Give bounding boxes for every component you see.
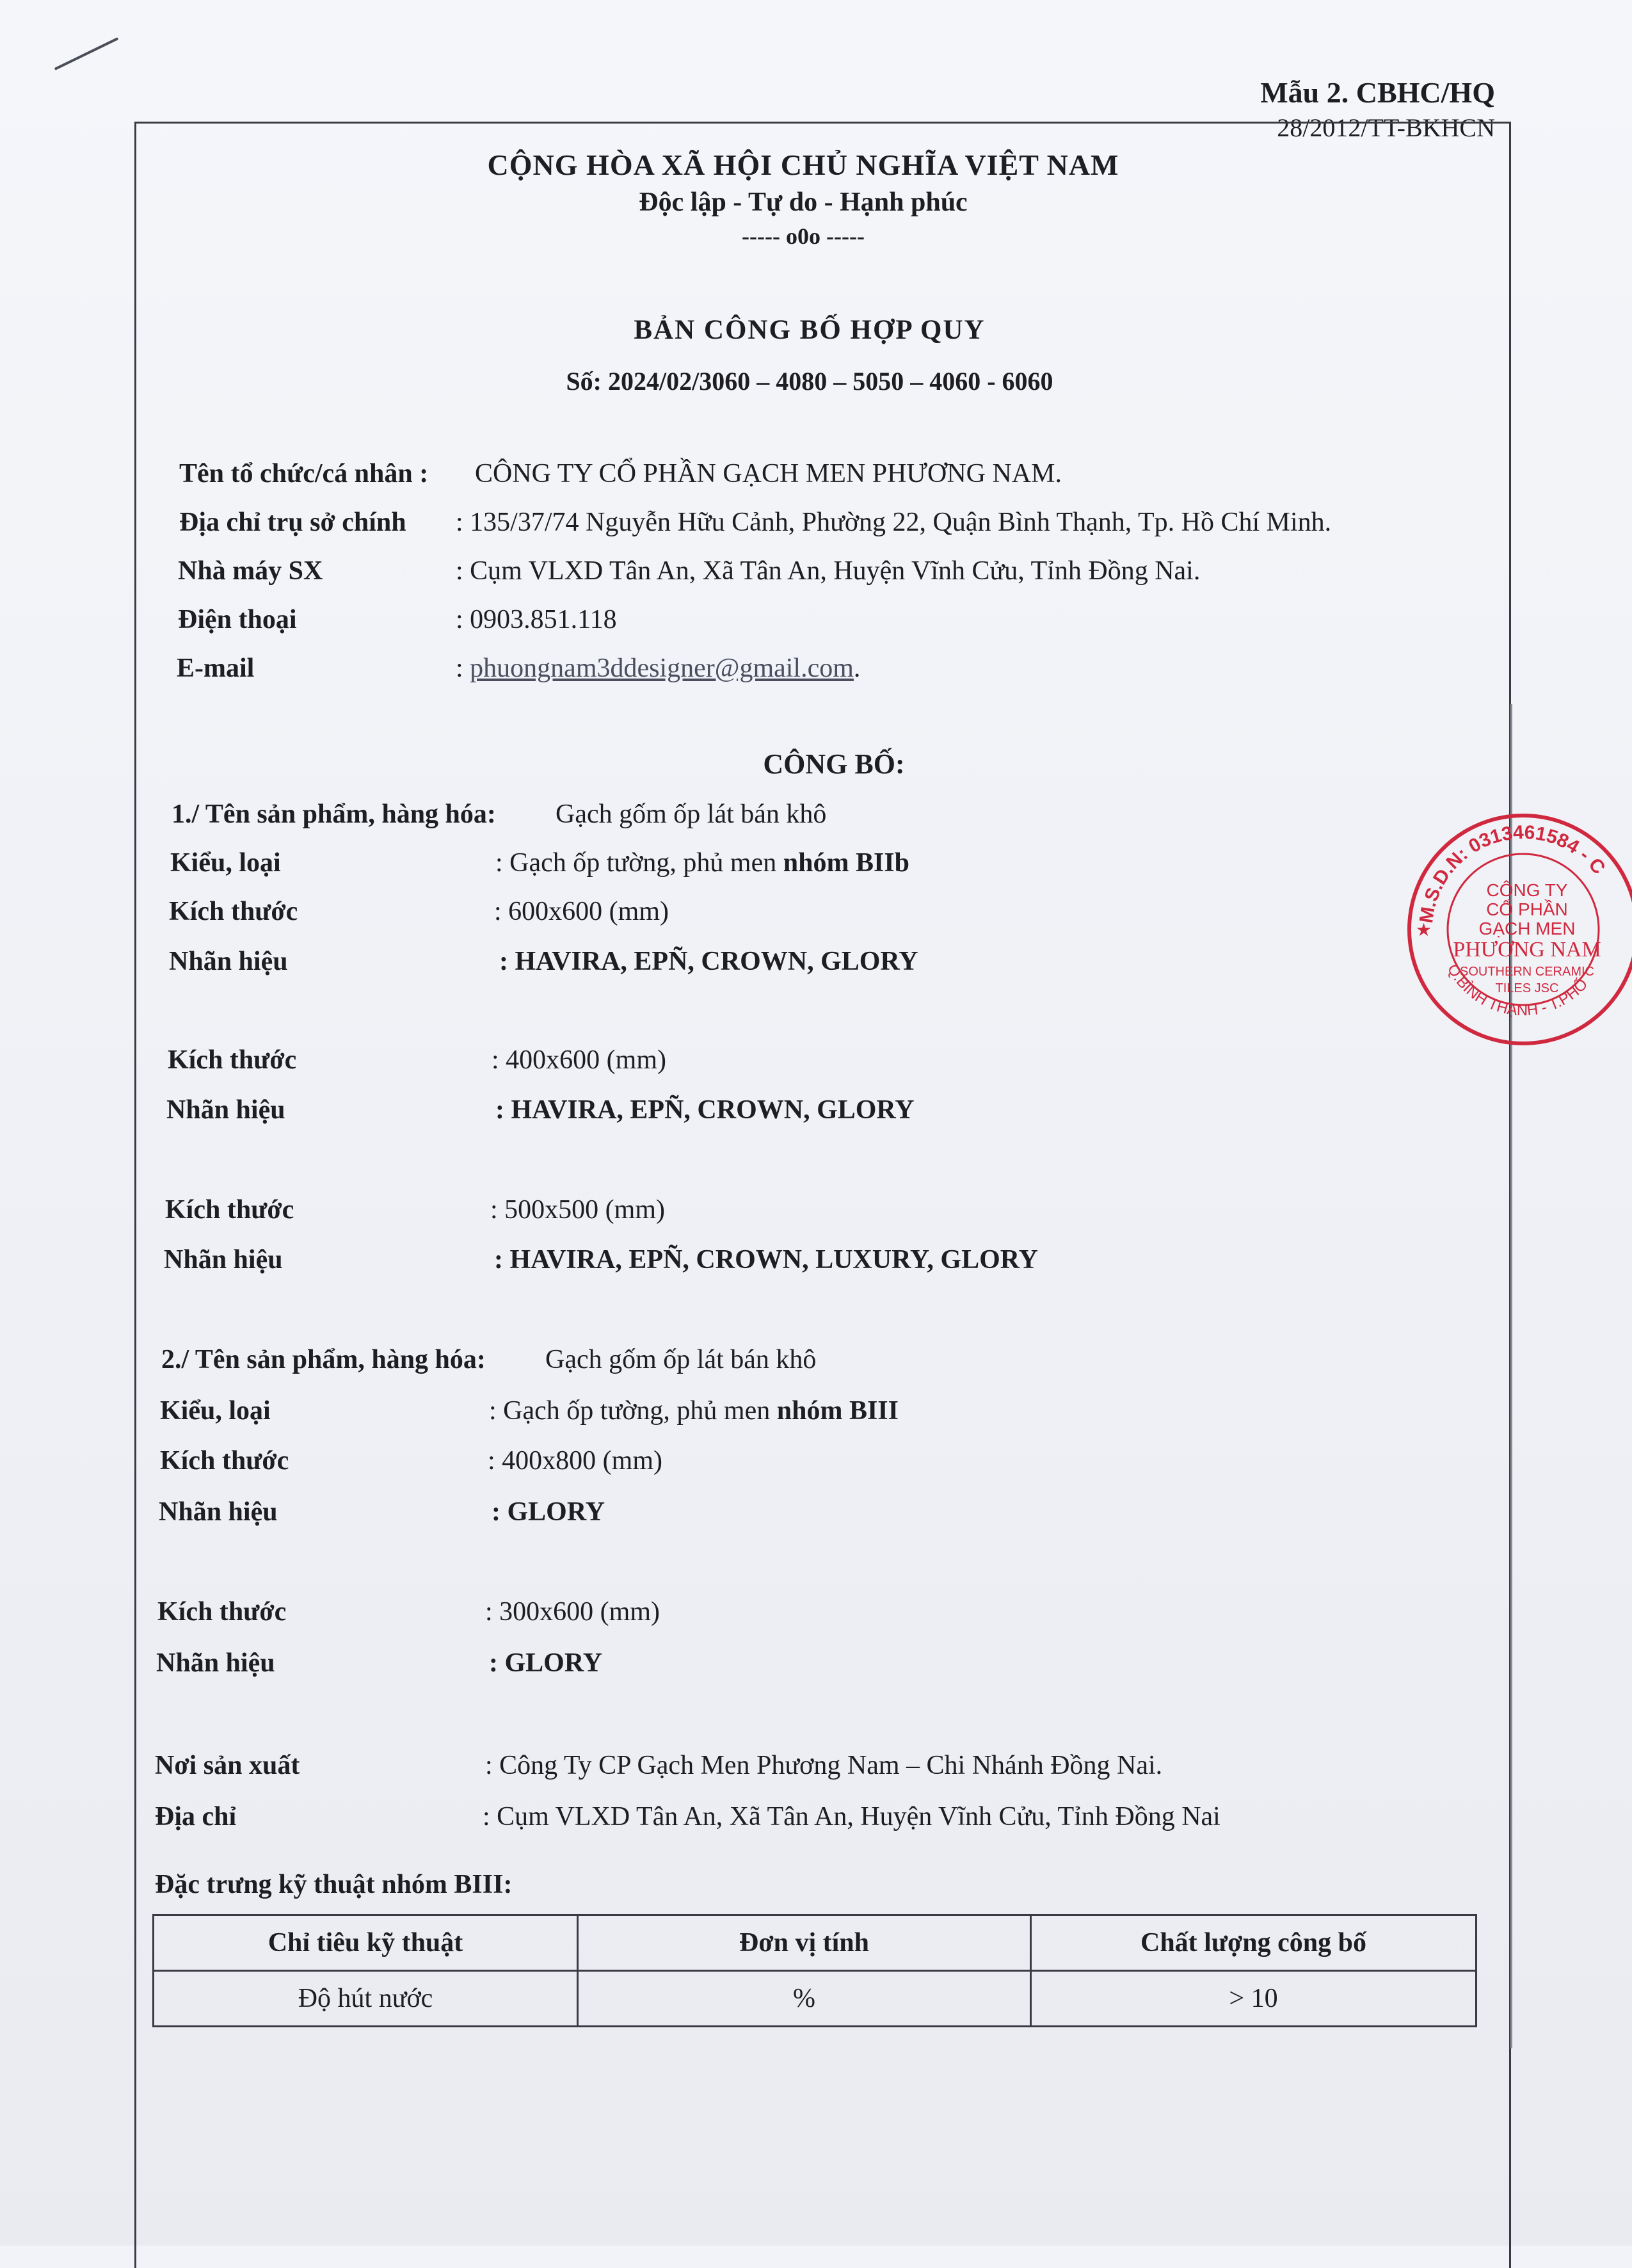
org-name-value: CÔNG TY CỔ PHẦN GẠCH MEN PHƯƠNG NAM. xyxy=(475,459,1062,488)
product1-type-label: Kiểu, loại xyxy=(170,848,281,878)
production-place-value: : Công Ty CP Gạch Men Phương Nam – Chi Nhánh Đồng Nai. xyxy=(485,1751,1163,1780)
document-title xyxy=(0,311,1626,399)
product1-size-label: Kích thước xyxy=(165,1195,294,1225)
product1-brand-value: : HAVIRA, EPÑ, CROWN, GLORY xyxy=(499,947,918,976)
product1-brand-label: Nhãn hiệu xyxy=(166,1095,285,1125)
stamp-line-1: CÔNG TY xyxy=(1486,880,1568,900)
production-address-value: : Cụm VLXD Tân An, Xã Tân An, Huyện Vĩnh Cửu, Tỉnh Đồng Nai xyxy=(483,1802,1220,1831)
factory-label: Nhà máy SX xyxy=(178,556,323,586)
production-address-label: Địa chỉ xyxy=(155,1802,237,1831)
product2-brand-label: Nhãn hiệu xyxy=(156,1648,275,1678)
factory-value: : Cụm VLXD Tân An, Xã Tân An, Huyện Vĩnh Cửu, Tỉnh Đồng Nai. xyxy=(456,556,1201,586)
product1-size-value: : 500x500 (mm) xyxy=(490,1195,665,1225)
product2-size-value: : 300x600 (mm) xyxy=(485,1597,660,1627)
form-circular: 28/2012/TT-BKHCN xyxy=(1277,113,1495,142)
product2-size-label: Kích thước xyxy=(160,1446,289,1476)
product2-size-value: : 400x800 (mm) xyxy=(488,1446,662,1476)
product2-name-label: 2./ Tên sản phẩm, hàng hóa: xyxy=(161,1345,486,1374)
company-stamp xyxy=(1402,808,1632,1051)
product1-type-group: nhóm BIIb xyxy=(783,848,910,878)
phone-label: Điện thoại xyxy=(178,605,297,634)
product1-size-label: Kích thước xyxy=(169,897,298,926)
product1-name-value: Gạch gốm ốp lát bán khô xyxy=(556,800,827,829)
country-name: CỘNG HÒA XÃ HỘI CHỦ NGHĨA VIỆT NAM xyxy=(487,149,1119,181)
product2-type-group: nhóm BIII xyxy=(776,1396,899,1426)
org-name-label: Tên tổ chức/cá nhân : xyxy=(179,459,429,488)
spec-cell-quality: > 10 xyxy=(1031,1971,1476,2027)
declare-heading: CÔNG BỐ: xyxy=(763,748,905,780)
form-number: Mẫu 2. CBHC/HQ xyxy=(1260,76,1495,109)
product2-brand-label: Nhãn hiệu xyxy=(159,1497,278,1527)
email-suffix: . xyxy=(853,654,861,683)
product2-brand-value: : GLORY xyxy=(492,1497,605,1527)
email-label: E-mail xyxy=(177,654,255,683)
product2-name-value: Gạch gốm ốp lát bán khô xyxy=(545,1345,817,1374)
spec-col-quality: Chất lượng công bố xyxy=(1031,1915,1476,1971)
stamp-line-6: TILES JSC xyxy=(1495,981,1559,995)
org-address-label: Địa chỉ trụ sở chính xyxy=(179,508,406,537)
document-number: Số: 2024/02/3060 – 4080 – 5050 – 4060 - 6060 xyxy=(566,367,1053,396)
product1-size-label: Kích thước xyxy=(168,1045,297,1075)
product2-brand-value: : GLORY xyxy=(489,1648,603,1678)
production-place-label: Nơi sản xuất xyxy=(155,1751,300,1780)
phone-value: : 0903.851.118 xyxy=(456,605,617,634)
email-link[interactable]: phuongnam3ddesigner@gmail.com xyxy=(470,654,854,683)
spec-table-header xyxy=(154,1915,1476,1971)
product2-size-label: Kích thước xyxy=(157,1597,287,1627)
spec-table xyxy=(152,1914,1477,2027)
product1-brand-value: : HAVIRA, EPÑ, CROWN, GLORY xyxy=(495,1095,915,1125)
email-prefix: : xyxy=(456,654,470,683)
spec-col-unit: Đơn vị tính xyxy=(578,1915,1031,1971)
stamp-line-5: SOUTHERN CERAMIC xyxy=(1459,965,1595,979)
product1-brand-label: Nhãn hiệu xyxy=(169,947,288,976)
header-separator: ----- o0o ----- xyxy=(742,223,865,249)
stamp-star-icon: ★ xyxy=(1416,920,1432,940)
spec-cell-unit: % xyxy=(578,1971,1031,2027)
title-main: BẢN CÔNG BỐ HỢP QUY xyxy=(634,315,986,345)
product1-type-value: : Gạch ốp tường, phủ men xyxy=(495,848,783,878)
product1-brand-label: Nhãn hiệu xyxy=(164,1245,283,1275)
spec-cell-indicator: Độ hút nước xyxy=(154,1971,578,2027)
national-motto: Độc lập - Tự do - Hạnh phúc xyxy=(639,188,968,217)
product1-size-value: : 400x600 (mm) xyxy=(492,1045,666,1075)
product1-name-label: 1./ Tên sản phẩm, hàng hóa: xyxy=(172,800,496,829)
product2-type-value: : Gạch ốp tường, phủ men xyxy=(489,1396,777,1426)
stamp-bottom-text: Q.BÌNH THẠNH - T.PHỐ xyxy=(1443,961,1592,1020)
product1-size-value: : 600x600 (mm) xyxy=(494,897,669,926)
stamp-line-3: GẠCH MEN xyxy=(1478,919,1576,938)
stamp-ring-text: M.S.D.N: 0313461584 - C xyxy=(1416,821,1610,925)
product1-brand-value: : HAVIRA, EPÑ, CROWN, LUXURY, GLORY xyxy=(494,1245,1038,1275)
table-row xyxy=(154,1971,1476,2027)
product2-type-label: Kiểu, loại xyxy=(160,1396,271,1426)
stamp-line-2: CỔ PHẦN xyxy=(1486,899,1568,919)
spec-col-indicator: Chỉ tiêu kỹ thuật xyxy=(154,1915,578,1971)
org-address-value: : 135/37/74 Nguyễn Hữu Cảnh, Phường 22, Quận Bình Thạnh, Tp. Hồ Chí Minh. xyxy=(456,508,1332,537)
spec-heading: Đặc trưng kỹ thuật nhóm BIII: xyxy=(155,1870,513,1899)
stamp-line-4: PHƯƠNG NAM xyxy=(1453,938,1601,961)
national-header xyxy=(0,146,1619,252)
